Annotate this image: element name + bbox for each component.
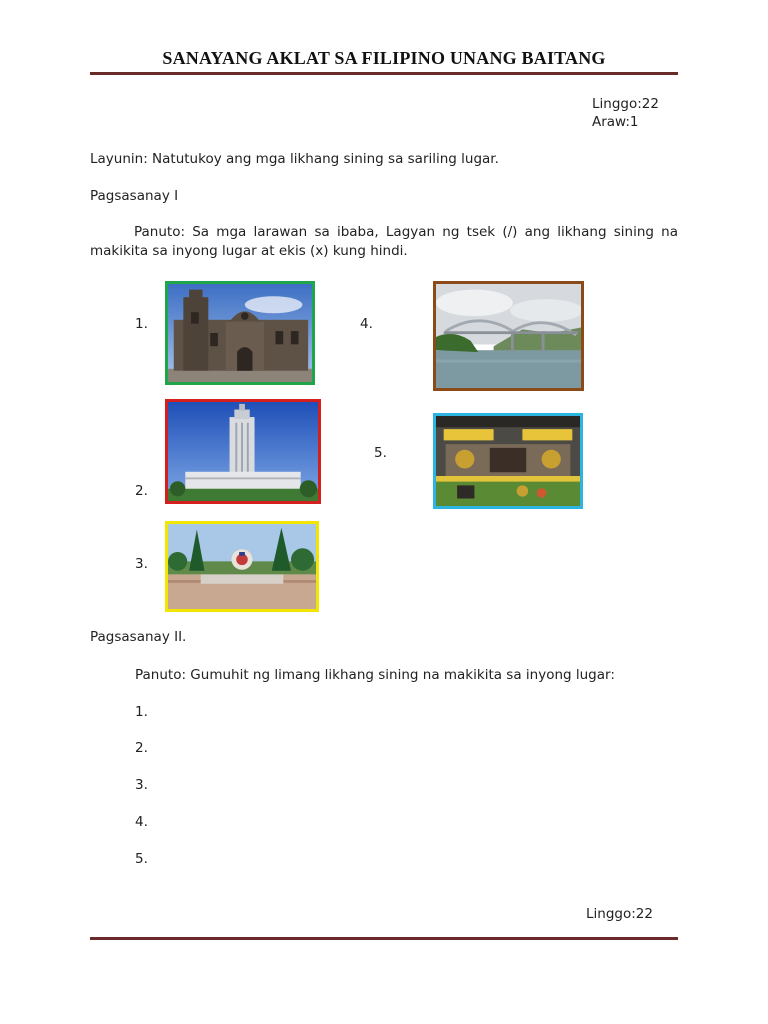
footer-divider (90, 937, 678, 940)
drawing-item-4: 4. (135, 814, 148, 830)
header-divider (90, 72, 678, 75)
item-number-2: 2. (135, 483, 148, 499)
instruction-line-2: makikita sa inyong lugar at ekis (x) kung hindi. (90, 243, 408, 259)
item-number-5: 5. (374, 445, 387, 461)
exercise1-heading: Pagsasanay I (90, 188, 179, 204)
exercise2-instruction: Panuto: Gumuhit ng limang likhang sining na makikita sa inyong lugar: (135, 667, 615, 683)
item-number-3: 3. (135, 556, 148, 572)
plaza-photo (165, 521, 319, 612)
page-title: SANAYANG AKLAT SA FILIPINO UNANG BAITANG (162, 48, 606, 68)
drawing-item-3: 3. (135, 777, 148, 793)
item-number-1: 1. (135, 316, 148, 332)
drawing-item-1: 1. (135, 704, 148, 720)
araw-label: Araw:1 (592, 114, 639, 130)
instruction-line-1: Panuto: Sa mga larawan sa ibaba, Lagyan ng tsek (/) ang likhang sining na (134, 224, 678, 240)
footer-linggo: Linggo:22 (586, 906, 653, 922)
stage-photo (433, 413, 583, 509)
tower-photo (165, 399, 321, 504)
linggo-label: Linggo:22 (592, 96, 659, 112)
exercise1-instruction (90, 223, 678, 261)
drawing-item-2: 2. (135, 740, 148, 756)
objective-text: Layunin: Natutukoy ang mga likhang sining sa sariling lugar. (90, 151, 499, 167)
exercise2-heading: Pagsasanay II. (90, 629, 187, 645)
bridge-photo (433, 281, 584, 391)
church-photo (165, 281, 315, 385)
drawing-item-5: 5. (135, 851, 148, 867)
item-number-4: 4. (360, 316, 373, 332)
